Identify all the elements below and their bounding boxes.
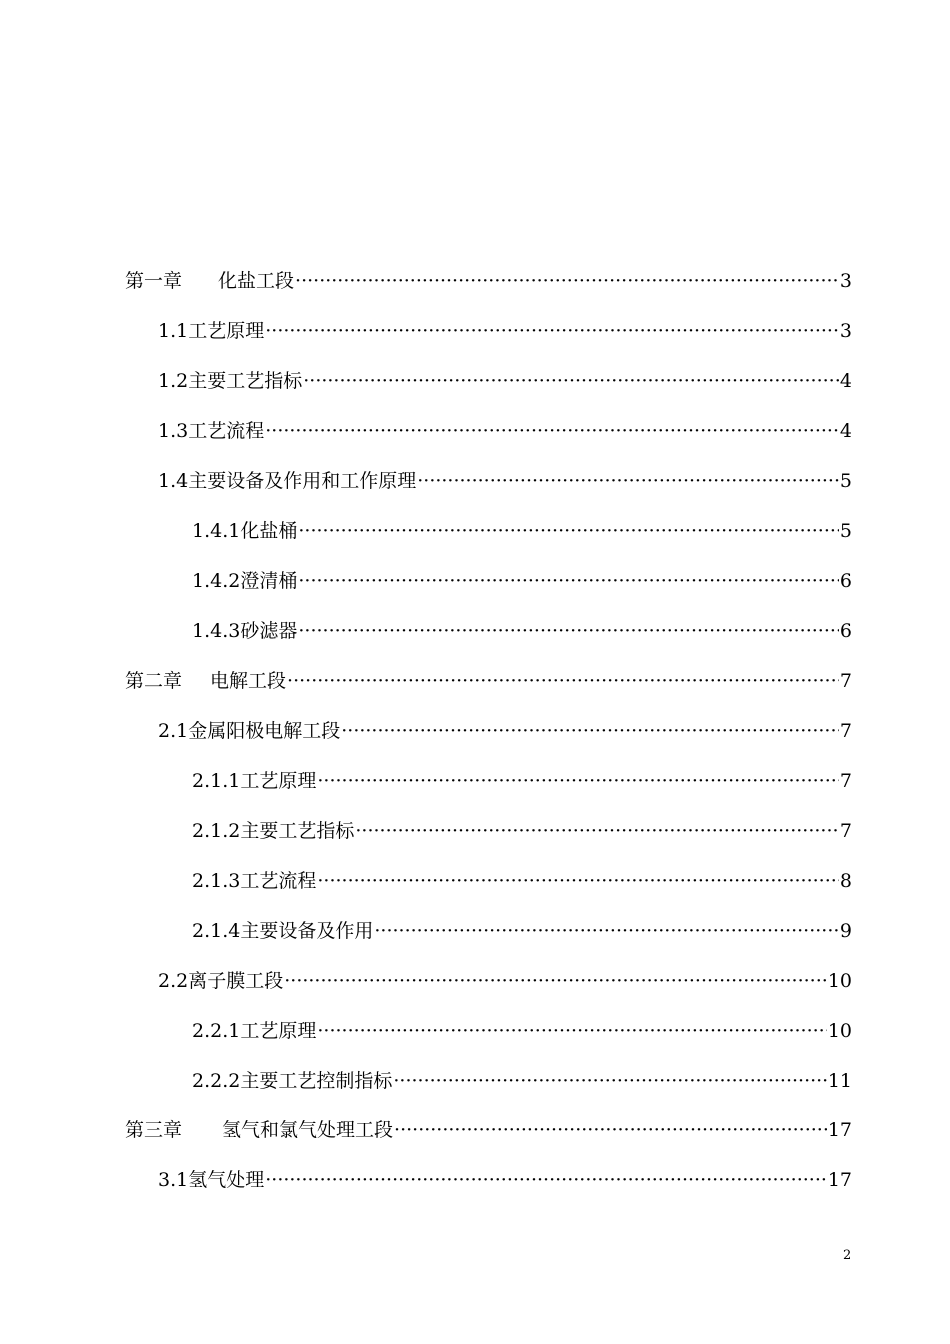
toc-entry-number: 1.1: [158, 320, 189, 342]
toc-page-number: 17: [827, 1119, 852, 1141]
toc-page-number: 7: [839, 720, 852, 742]
toc-entry-2-1[interactable]: [158, 718, 852, 744]
toc-entry-number: 2.2: [158, 970, 189, 992]
toc-page-number: 7: [839, 670, 852, 692]
toc-entry-number: 第二章: [125, 670, 183, 692]
toc-entry-title: 工艺原理: [240, 1020, 317, 1042]
toc-page-number: 7: [839, 770, 852, 792]
toc-entry-number: 2.1.2: [192, 820, 241, 842]
toc-entry-2-1-3[interactable]: [192, 868, 852, 894]
toc-entry-number: 2.2.2: [192, 1070, 241, 1092]
toc-entry-1-4-2[interactable]: [192, 568, 852, 594]
toc-entry-title: 化盐桶: [240, 520, 298, 542]
toc-entry-title: 工艺流程: [188, 420, 265, 442]
toc-entry-number: 1.2: [158, 370, 189, 392]
toc-entry-chapter-1[interactable]: [125, 268, 852, 294]
toc-entry-number: 3.1: [158, 1169, 189, 1191]
toc-page-number: 3: [839, 270, 852, 292]
toc-entry-title: 主要设备及作用和工作原理: [188, 470, 417, 492]
toc-entry-number: 2.1.3: [192, 870, 241, 892]
toc-entry-title: 主要工艺指标: [188, 370, 303, 392]
dot-leader: [298, 518, 839, 544]
toc-entry-1-4-1[interactable]: [192, 518, 852, 544]
toc-entry-2-2-2[interactable]: [192, 1068, 852, 1094]
toc-entry-number: 1.4.3: [192, 620, 241, 642]
toc-entry-title: 离子膜工段: [188, 970, 284, 992]
toc-entry-title: 主要工艺控制指标: [240, 1070, 393, 1092]
toc-page-number: 5: [839, 470, 852, 492]
toc-entry-chapter-3[interactable]: [125, 1117, 852, 1143]
dot-leader: [303, 368, 839, 394]
toc-page-number: 5: [839, 520, 852, 542]
toc-entry-number: 1.3: [158, 420, 189, 442]
dot-leader: [265, 318, 839, 344]
dot-leader: [284, 968, 827, 994]
toc-entry-number: 2.1.4: [192, 920, 241, 942]
toc-entry-number: 2.2.1: [192, 1020, 241, 1042]
toc-entry-number: 2.1: [158, 720, 189, 742]
toc-entry-chapter-2[interactable]: [125, 668, 852, 694]
toc-page-number: 3: [839, 320, 852, 342]
toc-entry-2-1-2[interactable]: [192, 818, 852, 844]
dot-leader: [317, 1018, 826, 1044]
toc-entry-title: 工艺原理: [188, 320, 265, 342]
toc-entry-1-4-3[interactable]: [192, 618, 852, 644]
toc-entry-number: 1.4: [158, 470, 189, 492]
dot-leader: [298, 568, 839, 594]
dot-leader: [393, 1068, 826, 1094]
toc-entry-title: 电解工段: [210, 670, 287, 692]
toc-entry-title: 主要工艺指标: [240, 820, 355, 842]
toc-entry-2-1-1[interactable]: [192, 768, 852, 794]
page-number: 2: [843, 1248, 852, 1263]
toc-entry-number: 第三章: [125, 1119, 183, 1141]
toc-page-number: 6: [839, 570, 852, 592]
toc-entry-1-2[interactable]: [158, 368, 852, 394]
toc-page-number: 4: [839, 370, 852, 392]
toc-entry-1-1[interactable]: [158, 318, 852, 344]
toc-entry-2-2-1[interactable]: [192, 1018, 852, 1044]
toc-page-number: 4: [839, 420, 852, 442]
toc-page-number: 10: [827, 1020, 852, 1042]
toc-page-number: 10: [827, 970, 852, 992]
toc-entry-title: 工艺原理: [240, 770, 317, 792]
toc-entry-title: 工艺流程: [240, 870, 317, 892]
toc-page-number: 6: [839, 620, 852, 642]
toc-entry-title: 金属阳极电解工段: [188, 720, 341, 742]
toc-page-number: 8: [839, 870, 852, 892]
dot-leader: [317, 868, 839, 894]
dot-leader: [298, 618, 839, 644]
dot-leader: [374, 918, 839, 944]
toc-entry-2-1-4[interactable]: [192, 918, 852, 944]
dot-leader: [265, 1167, 827, 1193]
dot-leader: [394, 1117, 827, 1143]
dot-leader: [355, 818, 839, 844]
toc-entry-number: 1.4.2: [192, 570, 241, 592]
toc-entry-number: 2.1.1: [192, 770, 241, 792]
toc-page-number: 7: [839, 820, 852, 842]
toc-entry-1-4[interactable]: [158, 468, 852, 494]
toc-entry-title: 澄清桶: [240, 570, 298, 592]
toc-entry-3-1[interactable]: [158, 1167, 852, 1193]
toc-entry-title: 砂滤器: [240, 620, 298, 642]
toc-entry-number: 第一章: [125, 270, 183, 292]
dot-leader: [295, 268, 839, 294]
toc-entry-title: 化盐工段: [218, 270, 295, 292]
toc-entry-title: 氢气处理: [188, 1169, 265, 1191]
toc-page-number: 11: [827, 1070, 852, 1092]
toc-page-number: 17: [827, 1169, 852, 1191]
toc-entry-number: 1.4.1: [192, 520, 241, 542]
toc-entry-title: 氢气和氯气处理工段: [222, 1119, 394, 1141]
toc-entry-2-2[interactable]: [158, 968, 852, 994]
toc-page-number: 9: [839, 920, 852, 942]
toc-entry-1-3[interactable]: [158, 418, 852, 444]
toc-entry-title: 主要设备及作用: [240, 920, 374, 942]
dot-leader: [317, 768, 839, 794]
dot-leader: [287, 668, 839, 694]
dot-leader: [417, 468, 839, 494]
dot-leader: [341, 718, 839, 744]
dot-leader: [265, 418, 839, 444]
